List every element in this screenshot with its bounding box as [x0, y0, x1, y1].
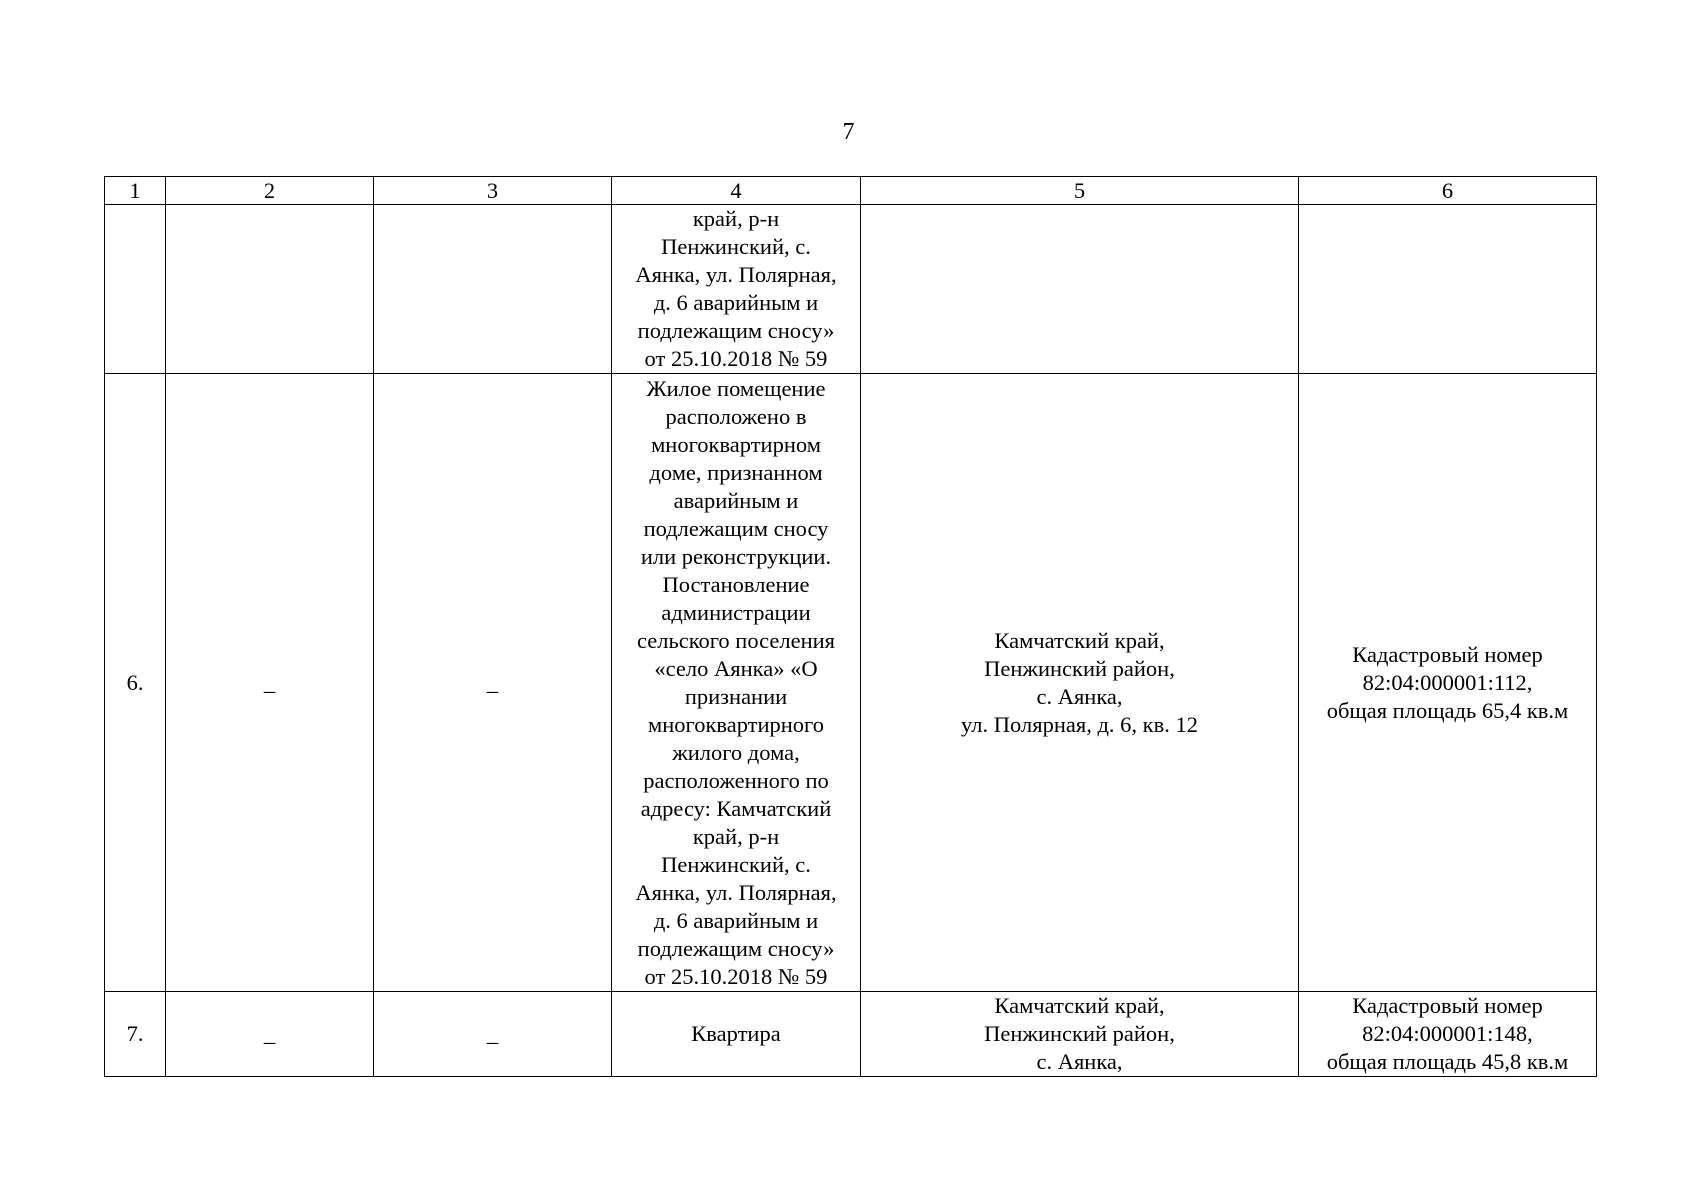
- table-cell: _: [374, 992, 612, 1077]
- table-cell: _: [166, 374, 374, 992]
- table-cell: [105, 205, 166, 374]
- cadastral-cell: Кадастровый номер 82:04:000001:148, общая площадь 45,8 кв.м: [1299, 992, 1597, 1077]
- table-row: [105, 992, 1597, 1077]
- row-number-cell: 6.: [105, 374, 166, 992]
- description-cell: Квартира: [612, 992, 861, 1077]
- table-cell: [1299, 205, 1597, 374]
- table-cell: _: [374, 374, 612, 992]
- table-row: [105, 205, 1597, 374]
- table-header-row: [105, 177, 1597, 205]
- table-cell: _: [166, 992, 374, 1077]
- address-cell: Камчатский край, Пенжинский район, с. Аянка, ул. Полярная, д. 6, кв. 12: [861, 374, 1299, 992]
- table-row: [105, 374, 1597, 992]
- column-header: 4: [612, 177, 861, 205]
- table-cell: край, р-н Пенжинский, с. Аянка, ул. Полярная, д. 6 аварийным и подлежащим сносу» от 25.10.2018 № 59: [612, 205, 861, 374]
- column-header: 6: [1299, 177, 1597, 205]
- page-number: 7: [842, 119, 855, 145]
- column-header: 5: [861, 177, 1299, 205]
- column-header: 2: [166, 177, 374, 205]
- column-header: 1: [105, 177, 166, 205]
- description-cell: Жилое помещение расположено в многоквартирном доме, признанном аварийным и подлежащим сносу или реконструкции. Постановление администрации сельского поселения «село Аянка» «О признании многоквартирного жилого дома, расположенного по адресу: Камчатский край, р-н Пенжинский, с. Аянка, ул. Полярная, д. 6 аварийным и подлежащим сносу» от 25.10.2018 № 59: [612, 374, 861, 992]
- table-cell: [166, 205, 374, 374]
- address-cell: Камчатский край, Пенжинский район, с. Аянка,: [861, 992, 1299, 1077]
- property-table: [104, 176, 1597, 1077]
- table-cell: [374, 205, 612, 374]
- table-cell: [861, 205, 1299, 374]
- cadastral-cell: Кадастровый номер 82:04:000001:112, общая площадь 65,4 кв.м: [1299, 374, 1597, 992]
- row-number-cell: 7.: [105, 992, 166, 1077]
- column-header: 3: [374, 177, 612, 205]
